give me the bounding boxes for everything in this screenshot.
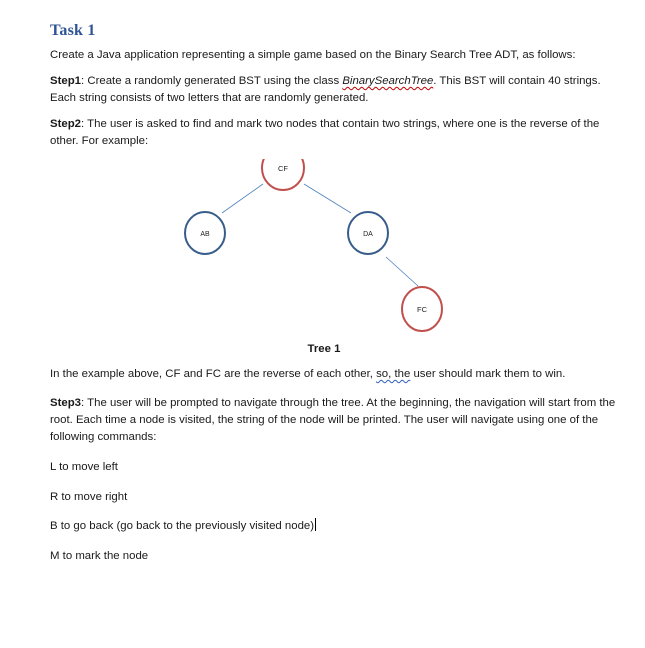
example-paragraph	[50, 366, 620, 383]
step3-label: Step3	[50, 397, 82, 409]
command-right: R to move right	[50, 490, 128, 503]
tree-node-da	[348, 212, 388, 254]
command-back	[50, 518, 620, 535]
tree-node-cf	[262, 159, 304, 190]
tree-node-ab-label: AB	[200, 231, 210, 238]
tree-svg	[50, 159, 620, 339]
tree-node-fc	[402, 287, 442, 331]
step2-paragraph	[50, 116, 620, 150]
tree-node-cf-label: CF	[278, 164, 288, 173]
step1-text-before: : Create a randomly generated BST using the class	[81, 75, 343, 87]
text-cursor	[315, 518, 316, 531]
step1-text-after: . This BST will contain 40 strings. Each string consists of two letters that are randomly generated.	[50, 75, 601, 104]
grammar-flagged-text[interactable]: so, the	[376, 368, 411, 380]
tree-diagram	[50, 159, 620, 364]
command-back-text: B to go back (go back to the previously visited node)	[50, 520, 315, 532]
step3-text: : The user will be prompted to navigate through the tree. At the beginning, the navigation will start from the root. Each time a node is visited, the string of the node will be printed. The user will navigate using one of the following commands:	[50, 397, 616, 443]
tree-edge-cf-ab	[222, 184, 263, 213]
step3-paragraph	[50, 395, 620, 446]
command-mark: M to mark the node	[50, 549, 149, 562]
step1-label: Step1	[50, 75, 82, 87]
document-body	[50, 22, 620, 577]
example-text-after: user should mark them to win.	[410, 368, 566, 380]
command-left: L to move left	[50, 461, 118, 473]
tree-edge-cf-da	[304, 184, 351, 213]
task-heading: Task 1	[50, 22, 96, 39]
tree-node-fc-label: FC	[417, 305, 427, 314]
tree-node-da-label: DA	[363, 231, 373, 238]
step2-text: : The user is asked to find and mark two nodes that contain two strings, where one is the reverse of the other. For example:	[50, 118, 600, 147]
intro-text: Create a Java application representing a simple game based on the Binary Search Tree ADT, as follows:	[50, 49, 576, 61]
tree-node-ab	[185, 212, 225, 254]
tree-edge-da-fc	[386, 257, 418, 286]
example-text-before: In the example above, CF and FC are the reverse of each other,	[50, 368, 377, 380]
step2-label: Step2	[50, 118, 82, 130]
step1-paragraph	[50, 73, 620, 107]
intro-paragraph	[50, 47, 620, 64]
tree-caption: Tree 1	[307, 343, 341, 355]
class-name-spellcheck[interactable]: BinarySearchTree	[342, 75, 434, 87]
